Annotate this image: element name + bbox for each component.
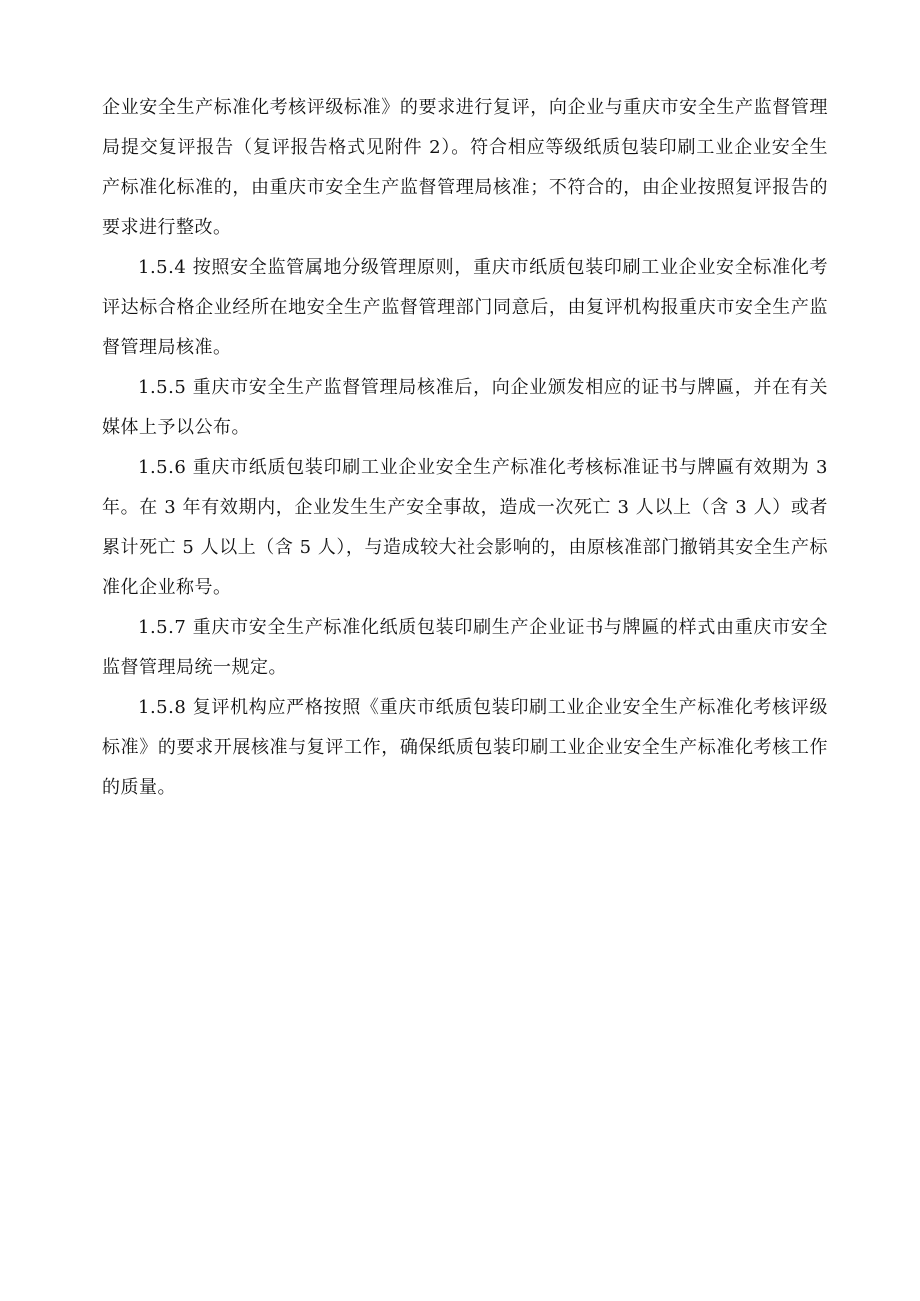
paragraph-1-5-8: 1.5.8 复评机构应严格按照《重庆市纸质包装印刷工业企业安全生产标准化考核评级标准》的要求开展核准与复评工作，确保纸质包装印刷工业企业安全生产标准化考核工作的质量。 xyxy=(102,697,828,798)
document-body xyxy=(102,88,828,808)
paragraph-continuation: 企业安全生产标准化考核评级标准》的要求进行复评，向企业与重庆市安全生产监督管理局提交复评报告（复评报告格式见附件 2）。符合相应等级纸质包装印刷工业企业安全生产标准化标准的，由重庆市安全生产监督管理局核准；不符合的，由企业按照复评报告的要求进行整改。 xyxy=(102,97,828,238)
paragraph-1-5-5: 1.5.5 重庆市安全生产监督管理局核准后，向企业颁发相应的证书与牌匾，并在有关媒体上予以公布。 xyxy=(102,377,828,438)
paragraph-1-5-7: 1.5.7 重庆市安全生产标准化纸质包装印刷生产企业证书与牌匾的样式由重庆市安全监督管理局统一规定。 xyxy=(102,617,828,678)
paragraph-1-5-4: 1.5.4 按照安全监管属地分级管理原则，重庆市纸质包装印刷工业企业安全标准化考评达标合格企业经所在地安全生产监督管理部门同意后，由复评机构报重庆市安全生产监督管理局核准。 xyxy=(102,257,828,358)
paragraph-1-5-6: 1.5.6 重庆市纸质包装印刷工业企业安全生产标准化考核标准证书与牌匾有效期为 3 年。在 3 年有效期内，企业发生生产安全事故，造成一次死亡 3 人以上（含 3 人）或者累计死亡 5 人以上（含 5 人），与造成较大社会影响的，由原核准部门撤销其安全生产标准化企业称号。 xyxy=(102,457,828,598)
